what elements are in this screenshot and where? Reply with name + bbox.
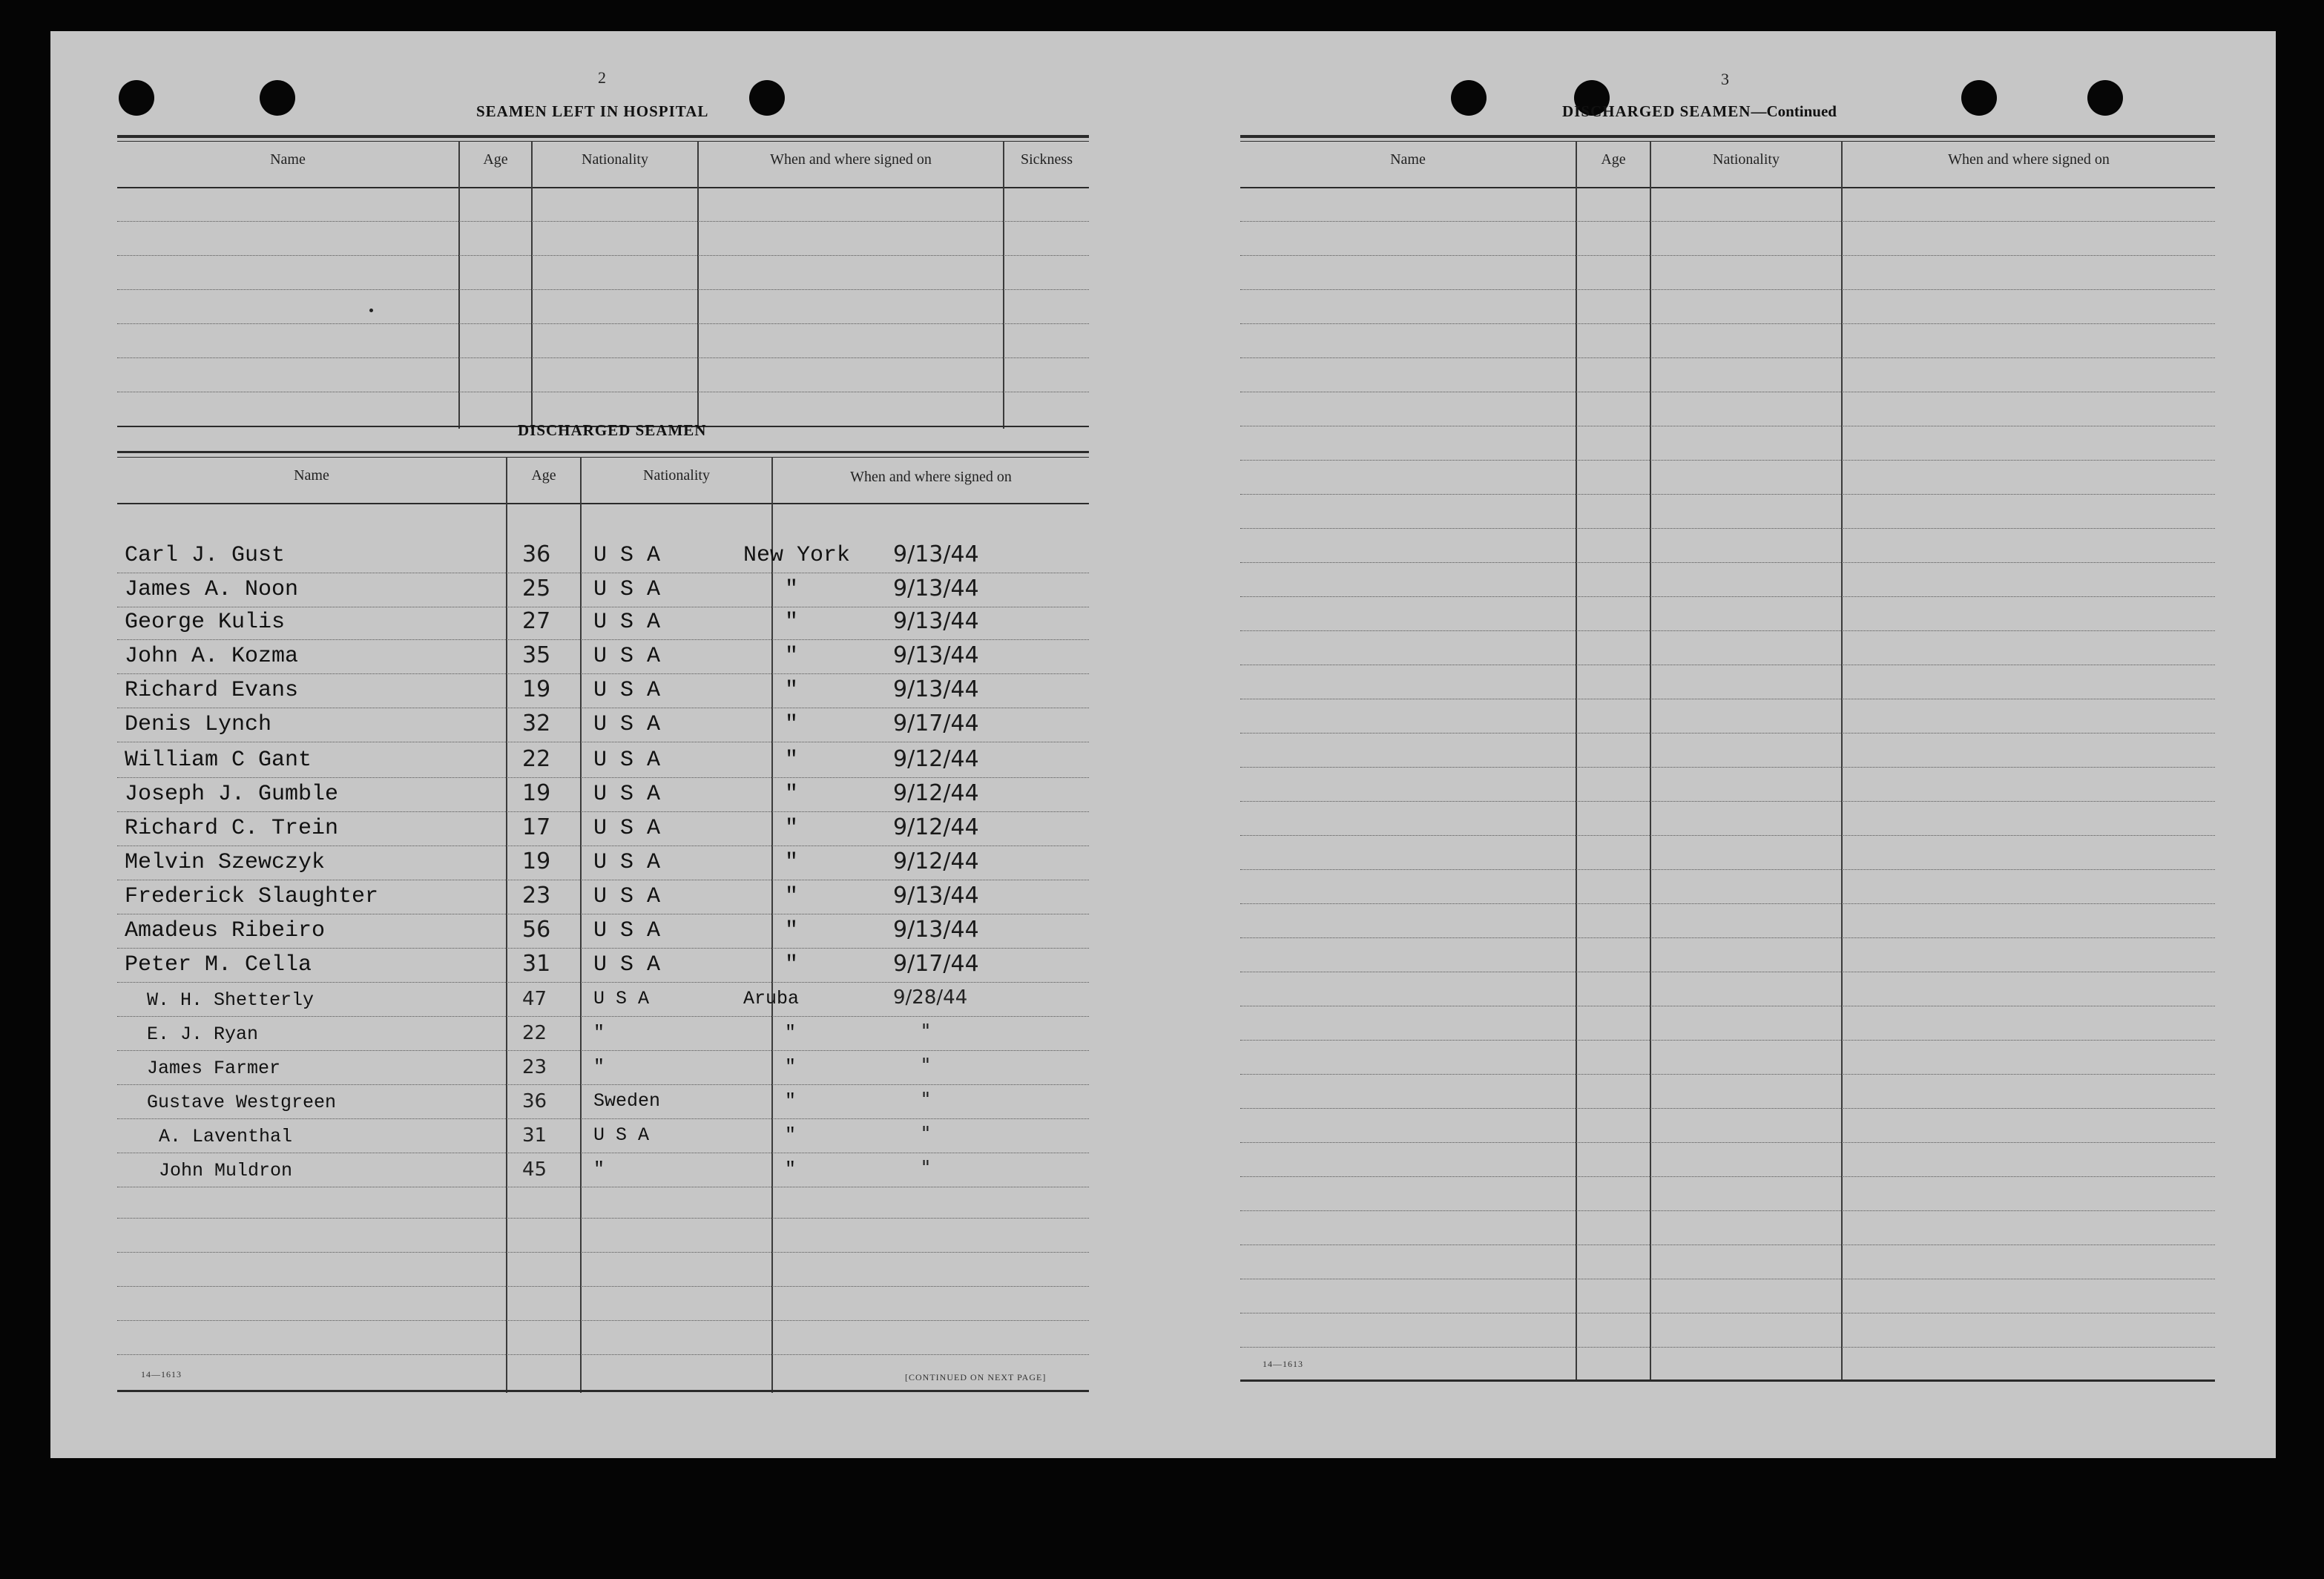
right-col-nationality: Nationality [1713, 151, 1780, 168]
signed-on-place: " [785, 782, 799, 807]
table-row [1240, 528, 2215, 529]
signed-on-place: Aruba [743, 988, 800, 1009]
table-row [1240, 1210, 2215, 1211]
punch-hole [1451, 80, 1487, 116]
seaman-name: James Farmer [147, 1058, 281, 1079]
discharged-col-signed-on: When and where signed on [850, 469, 1012, 485]
table-row [117, 1084, 1089, 1085]
seaman-name: W. H. Shetterly [147, 989, 315, 1011]
seaman-age: 45 [522, 1158, 547, 1181]
punch-hole [749, 80, 785, 116]
right-page [1169, 31, 2276, 1458]
seaman-name: James A. Noon [125, 577, 299, 602]
seaman-name: Denis Lynch [125, 712, 272, 737]
header-rule [117, 503, 1089, 504]
seaman-name: Richard C. Trein [125, 816, 339, 841]
header-rule [1240, 187, 2215, 188]
seaman-nationality: U S A [593, 678, 661, 703]
seaman-age: 35 [522, 642, 551, 668]
punch-hole [119, 80, 154, 116]
right-col-signed-on: When and where signed on [1948, 151, 2110, 168]
seaman-nationality: U S A [593, 748, 661, 773]
table-row [117, 323, 1089, 324]
form-number: 14—1613 [141, 1369, 182, 1379]
table-row [117, 777, 1089, 778]
discharged-section-title: DISCHARGED SEAMEN [518, 421, 707, 439]
signed-on-date: " [921, 1055, 930, 1077]
seaman-age: 31 [522, 951, 551, 977]
seaman-age: 32 [522, 711, 551, 736]
table-row [117, 1286, 1089, 1287]
signed-on-date: 9/17/44 [893, 951, 979, 977]
signed-on-place: New York [743, 543, 851, 568]
table-row [117, 673, 1089, 674]
seaman-name: Amadeus Ribeiro [125, 918, 326, 943]
table-row [117, 357, 1089, 358]
seaman-nationality: U S A [593, 543, 661, 568]
table-row [1240, 1347, 2215, 1348]
right-col-age: Age [1601, 151, 1626, 168]
left-page [50, 31, 1171, 1458]
seaman-name: Frederick Slaughter [125, 884, 379, 909]
signed-on-date: " [921, 1157, 930, 1179]
discharged-col-nationality: Nationality [643, 467, 710, 484]
table-top-rule [1240, 141, 2215, 142]
table-row [1240, 357, 2215, 358]
seaman-name: Joseph J. Gumble [125, 782, 339, 807]
table-row [1240, 903, 2215, 904]
table-bottom-rule [117, 1390, 1089, 1392]
column-divider [1003, 141, 1004, 429]
seaman-name: John Muldron [159, 1160, 293, 1181]
column-divider [697, 141, 699, 429]
seaman-age: 36 [522, 541, 551, 567]
title-suffix: —Continued [1751, 102, 1837, 120]
seaman-name: Peter M. Cella [125, 952, 312, 978]
signed-on-date: 9/12/44 [893, 814, 979, 840]
signed-on-date: 9/17/44 [893, 711, 979, 736]
table-row [1240, 562, 2215, 563]
table-top-rule [117, 135, 1089, 138]
column-divider [1841, 141, 1843, 1381]
seaman-name: George Kulis [125, 610, 286, 635]
signed-on-date: 9/12/44 [893, 848, 979, 874]
hospital-col-signed-on: When and where signed on [770, 151, 932, 168]
hospital-col-nationality: Nationality [582, 151, 648, 168]
seaman-age: 47 [522, 988, 547, 1010]
seaman-nationality: U S A [593, 850, 661, 875]
seaman-age: 36 [522, 1090, 547, 1112]
seaman-nationality: U S A [593, 610, 661, 635]
signed-on-place: " [785, 1124, 797, 1146]
table-row [117, 982, 1089, 983]
table-row [1240, 767, 2215, 768]
seaman-age: 23 [522, 883, 551, 909]
signed-on-date: " [921, 1021, 930, 1043]
table-row [1240, 835, 2215, 836]
hospital-col-age: Age [483, 151, 508, 168]
table-row [1240, 1108, 2215, 1109]
seaman-age: 17 [522, 814, 551, 840]
table-row [117, 845, 1089, 846]
page-number: 2 [598, 68, 606, 87]
table-row [1240, 1142, 2215, 1143]
signed-on-place: " [785, 884, 799, 909]
table-row [1240, 323, 2215, 324]
title-main: DISCHARGED SEAMEN [1562, 102, 1751, 120]
table-row [117, 255, 1089, 256]
form-number: 14—1613 [1263, 1359, 1303, 1369]
seaman-nationality: U S A [593, 712, 661, 737]
punch-hole [260, 80, 295, 116]
table-row [117, 1354, 1089, 1355]
seaman-name: Melvin Szewczyk [125, 850, 326, 875]
hospital-section-title: SEAMEN LEFT IN HOSPITAL [476, 102, 709, 120]
signed-on-date: 9/13/44 [893, 642, 979, 668]
signed-on-place: " [785, 712, 799, 737]
ink-speck [369, 309, 373, 312]
seaman-age: 31 [522, 1124, 547, 1147]
seaman-age: 19 [522, 848, 551, 874]
table-row [117, 1118, 1089, 1119]
seaman-age: 56 [522, 917, 551, 943]
seaman-nationality: Sweden [593, 1090, 661, 1112]
signed-on-date: 9/13/44 [893, 917, 979, 943]
header-rule [117, 187, 1089, 188]
signed-on-place: " [785, 816, 799, 841]
table-row [1240, 869, 2215, 870]
table-row [117, 811, 1089, 812]
seaman-name: Richard Evans [125, 678, 299, 703]
table-top-rule [117, 457, 1089, 458]
signed-on-date: 9/13/44 [893, 541, 979, 567]
table-row [1240, 733, 2215, 734]
table-row [117, 1016, 1089, 1017]
signed-on-place: " [785, 850, 799, 875]
page-number: 3 [1721, 70, 1729, 88]
signed-on-place: " [785, 918, 799, 943]
seaman-nationality: U S A [593, 816, 661, 841]
hospital-col-name: Name [270, 151, 306, 168]
table-row [117, 1050, 1089, 1051]
table-row [1240, 221, 2215, 222]
seaman-age: 25 [522, 576, 551, 601]
column-divider [458, 141, 460, 429]
table-row [117, 221, 1089, 222]
table-bottom-rule [1240, 1379, 2215, 1382]
signed-on-place: " [785, 1056, 797, 1078]
seaman-nationality: " [593, 1022, 605, 1044]
signed-on-place: " [785, 952, 799, 978]
seaman-nationality: U S A [593, 988, 650, 1009]
table-row [1240, 937, 2215, 938]
seaman-name: A. Laventhal [159, 1126, 293, 1147]
signed-on-place: " [785, 678, 799, 703]
right-col-name: Name [1390, 151, 1426, 168]
signed-on-date: 9/13/44 [893, 608, 979, 634]
table-top-rule [117, 451, 1089, 453]
punch-hole [2087, 80, 2123, 116]
continued-note: [CONTINUED ON NEXT PAGE] [905, 1372, 1047, 1382]
punch-hole [1961, 80, 1997, 116]
seaman-age: 19 [522, 780, 551, 806]
signed-on-date: " [921, 1123, 930, 1145]
table-row [1240, 630, 2215, 631]
table-row [1240, 1176, 2215, 1177]
column-divider [531, 141, 533, 429]
signed-on-place: " [785, 1090, 797, 1112]
discharged-continued-title [1562, 102, 1837, 121]
hospital-col-sickness: Sickness [1021, 151, 1073, 168]
signed-on-date: 9/28/44 [893, 986, 968, 1009]
seaman-nationality: " [593, 1056, 605, 1078]
discharged-col-age: Age [531, 467, 556, 484]
table-row [117, 639, 1089, 640]
table-row [117, 1320, 1089, 1321]
column-divider [1576, 141, 1577, 1381]
table-row [1240, 1074, 2215, 1075]
discharged-col-name: Name [294, 467, 329, 484]
signed-on-place: " [785, 1158, 797, 1180]
seaman-age: 19 [522, 676, 551, 702]
table-row [1240, 1040, 2215, 1041]
table-top-rule [117, 141, 1089, 142]
seaman-name: Carl J. Gust [125, 543, 286, 568]
signed-on-date: 9/13/44 [893, 576, 979, 601]
seaman-name: John A. Kozma [125, 644, 299, 669]
signed-on-place: " [785, 577, 799, 602]
table-row [117, 1218, 1089, 1219]
seaman-age: 22 [522, 746, 551, 772]
table-row [1240, 255, 2215, 256]
table-row [117, 289, 1089, 290]
table-row [117, 948, 1089, 949]
signed-on-date: 9/13/44 [893, 883, 979, 909]
signed-on-date: 9/13/44 [893, 676, 979, 702]
signed-on-date: 9/12/44 [893, 746, 979, 772]
signed-on-place: " [785, 610, 799, 635]
seaman-age: 22 [522, 1022, 547, 1044]
table-row [1240, 460, 2215, 461]
seaman-age: 23 [522, 1056, 547, 1078]
seaman-name: Gustave Westgreen [147, 1092, 337, 1113]
seaman-nationality: U S A [593, 1124, 650, 1146]
table-row [117, 1252, 1089, 1253]
seaman-name: E. J. Ryan [147, 1023, 259, 1045]
seaman-nationality: U S A [593, 952, 661, 978]
signed-on-date: 9/12/44 [893, 780, 979, 806]
signed-on-date: " [921, 1089, 930, 1111]
seaman-nationality: U S A [593, 644, 661, 669]
seaman-nationality: U S A [593, 782, 661, 807]
signed-on-place: " [785, 644, 799, 669]
table-top-rule [1240, 135, 2215, 138]
seaman-nationality: U S A [593, 884, 661, 909]
table-row [1240, 801, 2215, 802]
table-row [1240, 494, 2215, 495]
table-row [1240, 596, 2215, 597]
signed-on-place: " [785, 1022, 797, 1044]
column-divider [1650, 141, 1651, 1381]
signed-on-place: " [785, 748, 799, 773]
seaman-name: William C Gant [125, 748, 312, 773]
seaman-age: 27 [522, 608, 551, 634]
table-row [1240, 289, 2215, 290]
seaman-nationality: U S A [593, 577, 661, 602]
seaman-nationality: " [593, 1158, 605, 1180]
seaman-nationality: U S A [593, 918, 661, 943]
